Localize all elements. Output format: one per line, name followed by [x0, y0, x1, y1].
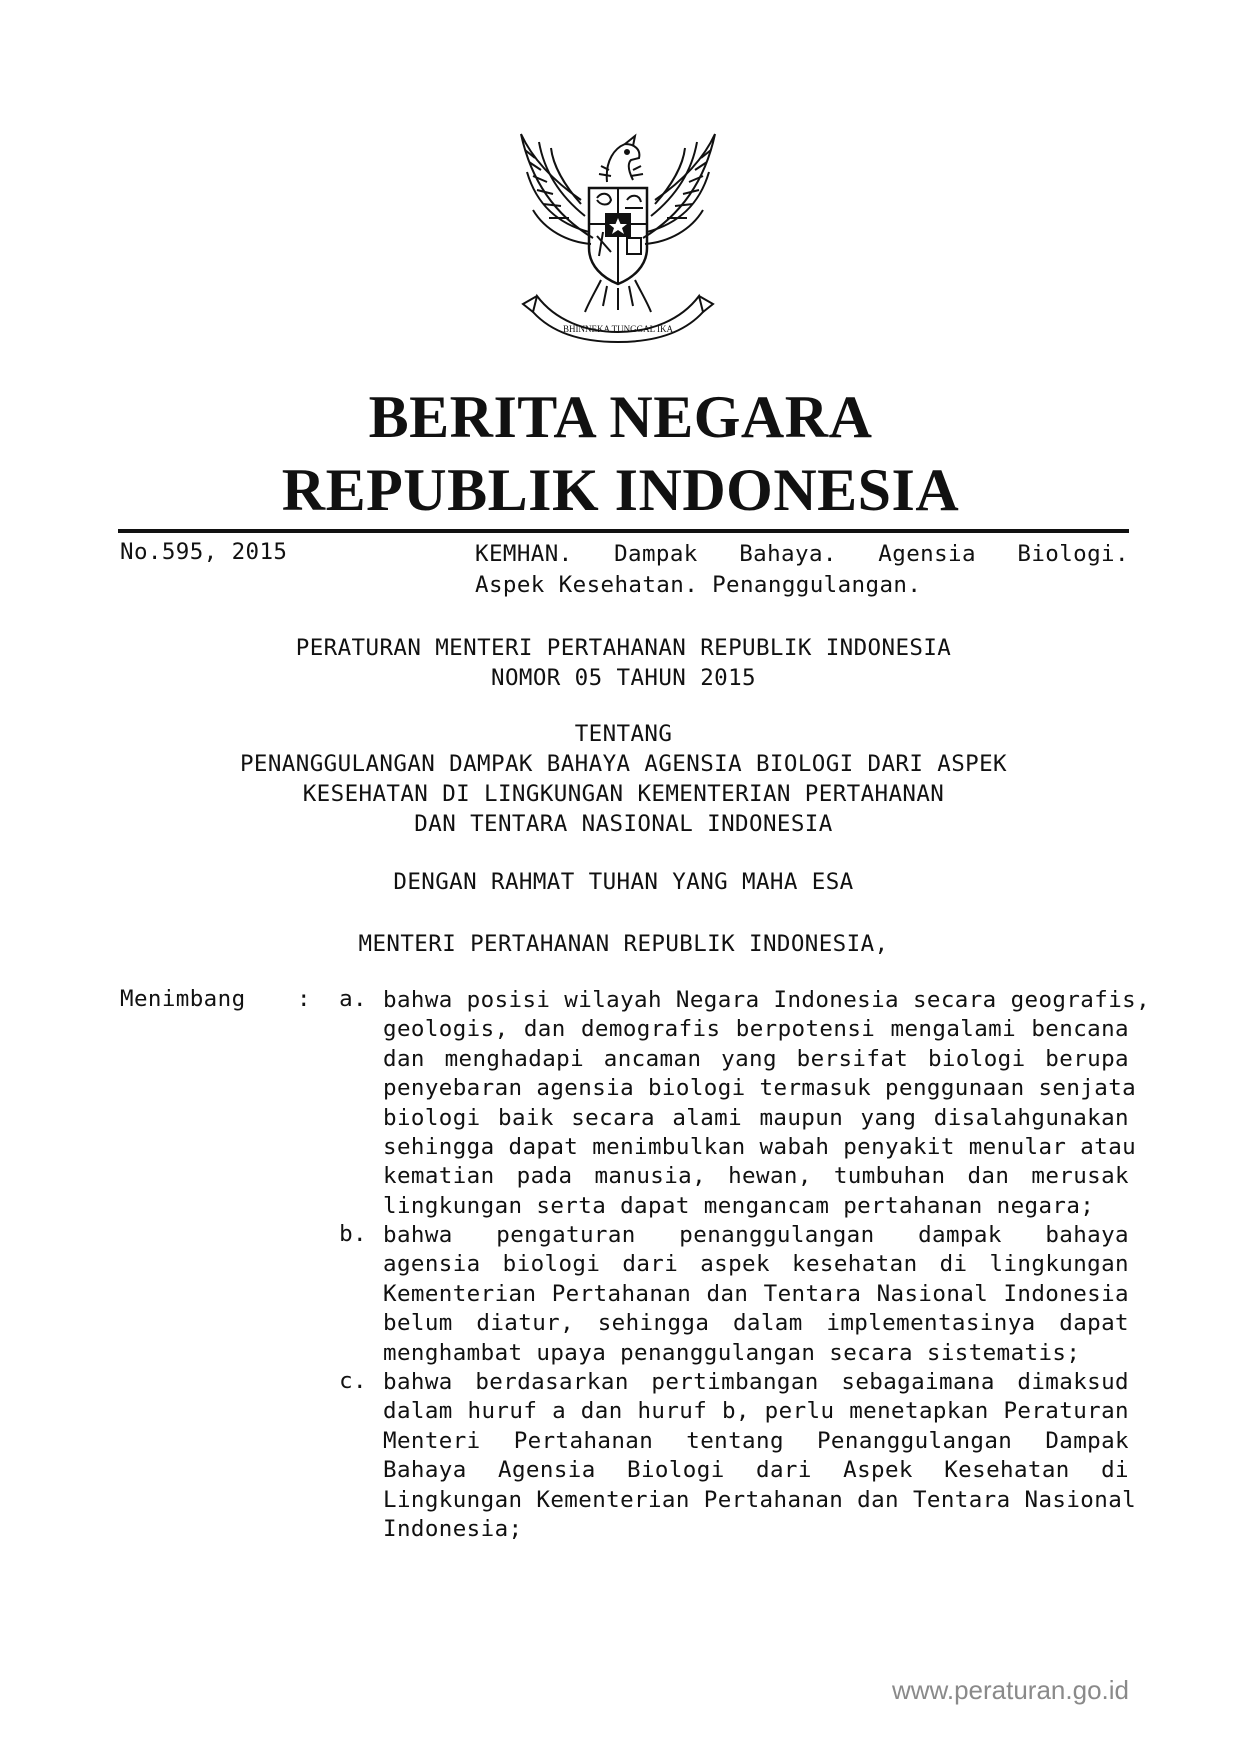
subject-word: Biologi. [1017, 541, 1129, 567]
issuer-line: MENTERI PERTAHANAN REPUBLIK INDONESIA, [358, 931, 889, 957]
paragraph-line: bahwa pengaturan penanggulangan dampak bahaya [383, 1222, 1129, 1248]
paragraph-line: sehingga dapat menimbulkan wabah penyakit menular atau [383, 1134, 1137, 1161]
paragraph-line: agensia biologi dari aspek kesehatan di lingkungan [383, 1251, 1129, 1278]
paragraph-line: belum diatur, sehingga dalam implementasinya dapat [383, 1310, 1129, 1337]
paragraph-line: menghambat upaya penanggulangan secara sistematis; [383, 1339, 1081, 1366]
subject-word: Dampak [614, 541, 698, 567]
masthead-subtitle: REPUBLIK INDONESIA [281, 457, 960, 523]
paragraph-line: Menteri Pertahanan tentang Penanggulangan Dampak [383, 1427, 1129, 1454]
motto-text: BHINNEKA TUNGGAL IKA [563, 324, 673, 334]
regulation-about [118, 719, 1129, 839]
paragraph-line: Bahaya Agensia Biologi dari Aspek Kesehatan di [383, 1457, 1129, 1484]
about-line: PENANGGULANGAN DAMPAK BAHAYA AGENSIA BIOLOGI DARI ASPEK [239, 751, 1008, 777]
considering-item-a [383, 986, 1151, 1221]
paragraph-line: bahwa posisi wilayah Negara Indonesia secara geografis, [383, 987, 1151, 1013]
paragraph-line: biologi baik secara alami maupun yang disalahgunakan [383, 1104, 1129, 1131]
masthead-title: BERITA NEGARA [368, 384, 873, 450]
website-footer: www.peraturan.go.id [891, 1675, 1129, 1705]
blessing-line: DENGAN RAHMAT TUHAN YANG MAHA ESA [393, 869, 854, 895]
gazette-subject [475, 539, 1129, 601]
considering-label: Menimbang [120, 986, 246, 1012]
subject-word: Agensia [878, 541, 976, 567]
subject-line-2: Aspek Kesehatan. Penanggulangan. [475, 572, 922, 598]
regulation-number-line: NOMOR 05 TAHUN 2015 [491, 665, 756, 691]
considering-item-b [383, 1221, 1129, 1368]
gazette-number: No.595, 2015 [120, 539, 288, 565]
subject-word: Bahaya. [739, 541, 837, 567]
paragraph-line: lingkungan serta dapat mengancam pertahanan negara; [383, 1192, 1095, 1219]
paragraph-line: bahwa berdasarkan pertimbangan sebagaimana dimaksud [383, 1369, 1129, 1395]
paragraph-line: dalam huruf a dan huruf b, perlu menetapkan Peraturan [383, 1398, 1129, 1425]
about-label: TENTANG [574, 721, 673, 747]
paragraph-line: Kementerian Pertahanan dan Tentara Nasional Indonesia [383, 1280, 1129, 1307]
regulation-title [118, 633, 1129, 693]
item-letter-b: b. [339, 1221, 367, 1247]
considering-colon: : [297, 986, 311, 1012]
paragraph-line: geologis, dan demografis berpotensi mengalami bencana [383, 1016, 1129, 1043]
item-letter-c: c. [339, 1368, 367, 1394]
paragraph-line: penyebaran agensia biologi termasuk penggunaan senjata [383, 1075, 1137, 1102]
paragraph-line: kematian pada manusia, hewan, tumbuhan dan merusak [383, 1163, 1129, 1190]
subject-word: KEMHAN. [475, 541, 573, 567]
paragraph-line: Indonesia; [383, 1516, 523, 1543]
about-line: KESEHATAN DI LINGKUNGAN KEMENTERIAN PERTAHANAN [302, 781, 945, 807]
garuda-emblem-icon [515, 120, 721, 344]
considering-item-c [383, 1368, 1137, 1544]
paragraph-line: dan menghadapi ancaman yang bersifat biologi berupa [383, 1045, 1129, 1072]
paragraph-line: Lingkungan Kementerian Pertahanan dan Tentara Nasional [383, 1486, 1137, 1513]
masthead-rule [118, 529, 1129, 533]
item-letter-a: a. [339, 986, 367, 1012]
regulation-title-line: PERATURAN MENTERI PERTAHANAN REPUBLIK INDONESIA [295, 635, 952, 661]
about-line: DAN TENTARA NASIONAL INDONESIA [414, 811, 833, 837]
